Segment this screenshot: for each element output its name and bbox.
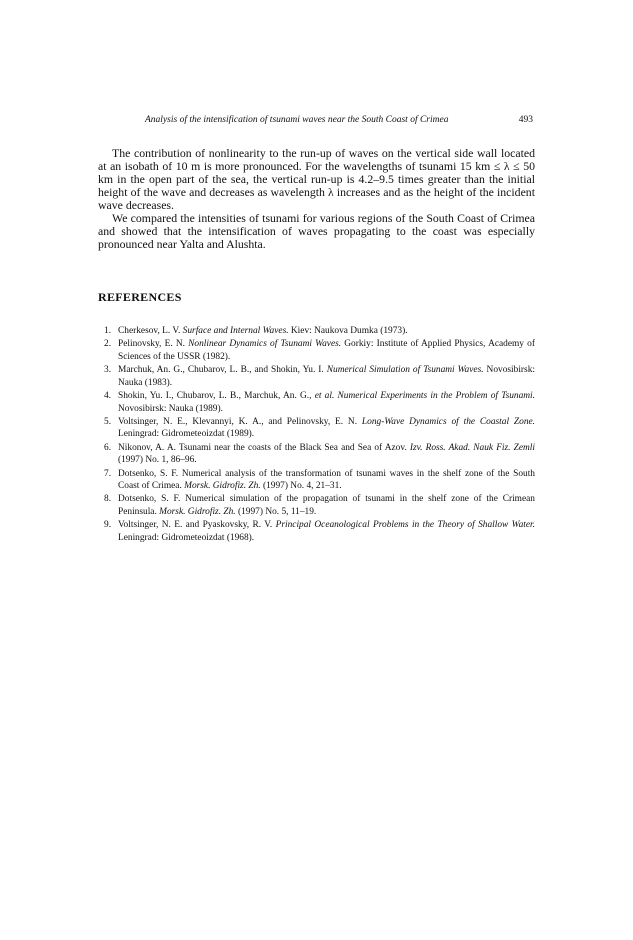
reference-rest: (1997) No. 5, 11–19.	[237, 506, 317, 517]
body-paragraph-1	[98, 147, 535, 212]
reference-item	[104, 493, 535, 518]
reference-number: 4.	[104, 391, 112, 402]
reference-rest: Novosibirsk: Nauka (1983).	[118, 365, 535, 388]
reference-number: 6.	[104, 442, 112, 453]
reference-rest: (1997) No. 1, 86–96.	[118, 455, 197, 466]
reference-item	[104, 468, 535, 493]
reference-authors: Marchuk, An. G., Chubarov, L. B., and Shokin, Yu. I.	[118, 365, 324, 376]
references-list	[104, 325, 535, 545]
reference-item	[104, 416, 535, 441]
reference-rest: Leningrad: Gidrometeoizdat (1968).	[118, 532, 255, 543]
reference-number: 3.	[104, 365, 112, 376]
reference-rest: Leningrad: Gidrometeoizdat (1989).	[118, 429, 255, 440]
reference-title: Morsk. Gidrofiz. Zh.	[159, 506, 236, 517]
reference-authors: Voltsinger, N. E. and Pyaskovsky, R. V.	[118, 520, 273, 531]
reference-number: 9.	[104, 520, 112, 531]
reference-title: Principal Oceanological Problems in the Theory of Shallow Water.	[275, 520, 536, 531]
reference-number: 7.	[104, 468, 112, 479]
reference-number: 1.	[104, 326, 112, 336]
reference-rest: (1997) No. 4, 21–31.	[262, 481, 342, 492]
body-paragraph-2	[98, 212, 535, 251]
reference-number: 8.	[104, 494, 112, 505]
page-number: 493	[518, 115, 533, 125]
reference-authors: Dotsenko, S. F. Numerical simulation of the propagation of tsunami in the shelf zone of the Crimean Peninsula.	[118, 494, 535, 517]
reference-authors: Dotsenko, S. F. Numerical analysis of the transformation of tsunami waves in the shelf zone of the South Coast of Crimea.	[118, 468, 535, 492]
reference-rest: Gorkiy: Institute of Applied Physics, Academy of Sciences of the USSR (1982).	[118, 339, 535, 362]
reference-item	[104, 325, 535, 338]
reference-item	[104, 442, 535, 467]
reference-number: 5.	[104, 416, 112, 427]
reference-number: 2.	[104, 339, 112, 350]
reference-title: Surface and Internal Waves.	[182, 326, 289, 336]
reference-authors: Voltsinger, N. E., Klevannyi, K. A., and Pelinovsky, E. N.	[118, 416, 358, 427]
reference-rest: Kiev: Naukova Dumka (1973).	[290, 326, 408, 336]
reference-title: Izv. Ross. Akad. Nauk Fiz. Zemli	[409, 442, 535, 453]
reference-title: Numerical Simulation of Tsunami Waves.	[326, 365, 484, 376]
references-heading: REFERENCES	[98, 290, 182, 304]
paragraph-text: We compared the intensities of tsunami for various regions of the South Coast of Crimea and showed that the intensification of waves propagating to the coast was especially pronounced near Yalta and Alushta.	[98, 211, 535, 252]
running-head	[145, 113, 533, 127]
paragraph-text: The contribution of nonlinearity to the run-up of waves on the vertical side wall located at an isobath of 10 m is more pronounced. For the wavelengths of tsunami 15 km ≤ λ ≤ 50 km in the open part of the sea, the vertical run-up is 4.2–9.5 times greater than the initial height of the wave and decreases as wavelength λ increases and as the height of the incident wave decreases.	[98, 146, 535, 213]
reference-authors: Cherkesov, L. V.	[118, 326, 181, 336]
reference-item	[104, 364, 535, 389]
reference-authors: Shokin, Yu. I., Chubarov, L. B., Marchuk, An. G.,	[118, 391, 312, 402]
reference-authors: Nikonov, A. A. Tsunami near the coasts of the Black Sea and Sea of Azov.	[118, 442, 407, 453]
reference-title: Long-Wave Dynamics of the Coastal Zone.	[361, 416, 536, 427]
reference-authors: Pelinovsky, E. N.	[118, 339, 185, 350]
reference-title: et al. Numerical Experiments in the Problem of Tsunami.	[314, 391, 535, 402]
reference-rest: Novosibirsk: Nauka (1989).	[118, 403, 223, 414]
reference-title: Nonlinear Dynamics of Tsunami Waves.	[188, 339, 342, 350]
reference-item	[104, 519, 535, 544]
reference-item	[104, 390, 535, 415]
reference-title: Morsk. Gidrofiz. Zh.	[184, 481, 261, 492]
running-head-title: Analysis of the intensification of tsunami waves near the South Coast of Crimea	[145, 115, 449, 125]
reference-item	[104, 338, 535, 363]
